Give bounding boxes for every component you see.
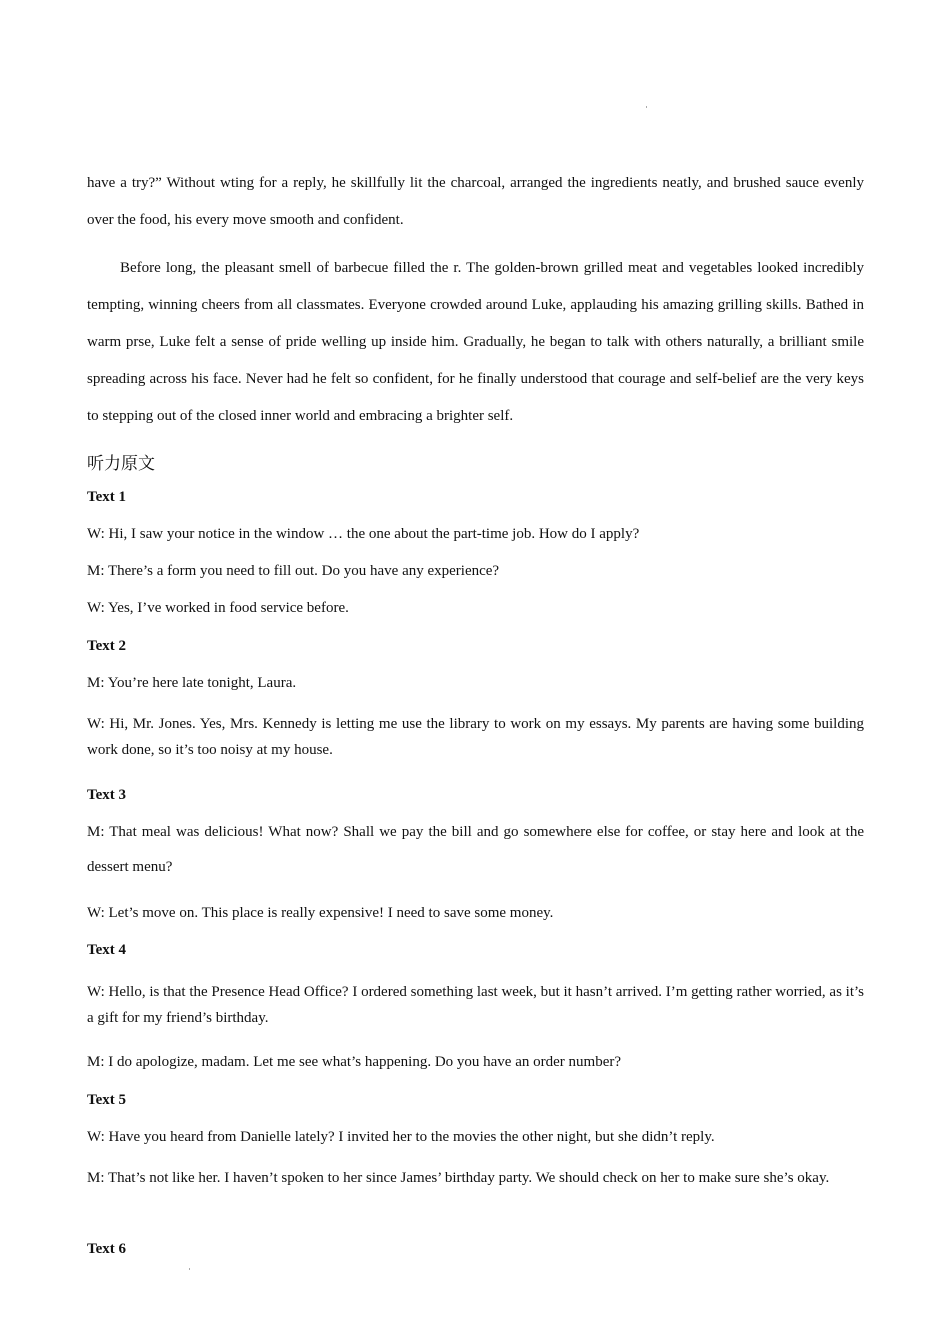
dialogue-line: W: Have you heard from Danielle lately? I invited her to the movies the other night, but she didn’t reply.: [87, 1129, 715, 1145]
dialogue-line: M: There’s a form you need to fill out. Do you have any experience?: [87, 563, 500, 579]
text-2-label: Text 2: [87, 638, 127, 654]
dialogue-line: M: That meal was delicious! What now? Shall we pay the bill and go somewhere else for coffee, or stay here and look at the dessert menu?: [87, 824, 864, 875]
dialogue-line: M: I do apologize, madam. Let me see what’s happening. Do you have an order number?: [87, 1054, 622, 1070]
dialogue-line: M: You’re here late tonight, Laura.: [87, 675, 297, 691]
text-1-label: Text 1: [87, 489, 127, 505]
text-3-label: Text 3: [87, 787, 127, 803]
dialogue-line: W: Let’s move on. This place is really expensive! I need to save some money.: [87, 905, 554, 921]
text-4-label: Text 4: [87, 942, 127, 958]
text-6-label: Text 6: [87, 1241, 127, 1257]
dialogue-line: W: Hi, Mr. Jones. Yes, Mrs. Kennedy is letting me use the library to work on my essays. My parents are having some building work done, so it’s too noisy at my house.: [87, 716, 864, 758]
dialogue-line: W: Yes, I’ve worked in food service before.: [87, 600, 349, 616]
dialogue-line: W: Hello, is that the Presence Head Office? I ordered something last week, but it hasn’t arrived. I’m getting rather worried, as it’s a gift for my friend’s birthday.: [87, 984, 864, 1026]
scan-speck: [646, 106, 647, 108]
text-5-label: Text 5: [87, 1092, 127, 1108]
story-paragraph-1: have a try?” Without wting for a reply, he skillfully lit the charcoal, arranged the ingredients neatly, and brushed sauce evenly over the food, his every move smooth and confident.: [87, 175, 864, 228]
scan-speck: [189, 1268, 190, 1270]
dialogue-line: W: Hi, I saw your notice in the window … the one about the part-time job. How do I apply?: [87, 526, 640, 542]
section-heading: 听力原文: [87, 454, 155, 474]
dialogue-line: M: That’s not like her. I haven’t spoken to her since James’ birthday party. We should check on her to make sure she’s okay.: [87, 1170, 830, 1186]
story-paragraph-2: Before long, the pleasant smell of barbecue filled the r. The golden-brown grilled meat and vegetables looked incredibly tempting, winning cheers from all classmates. Everyone crowded around Luke, applauding his amazing grilling skills. Bathed in warm prse, Luke felt a sense of pride welling up inside him. Gradually, he began to talk with others naturally, a brilliant smile spreading across his face. Never had he felt so confident, for he finally understood that courage and self-belief are the very keys to stepping out of the closed inner world and embracing a brighter self.: [87, 260, 864, 424]
